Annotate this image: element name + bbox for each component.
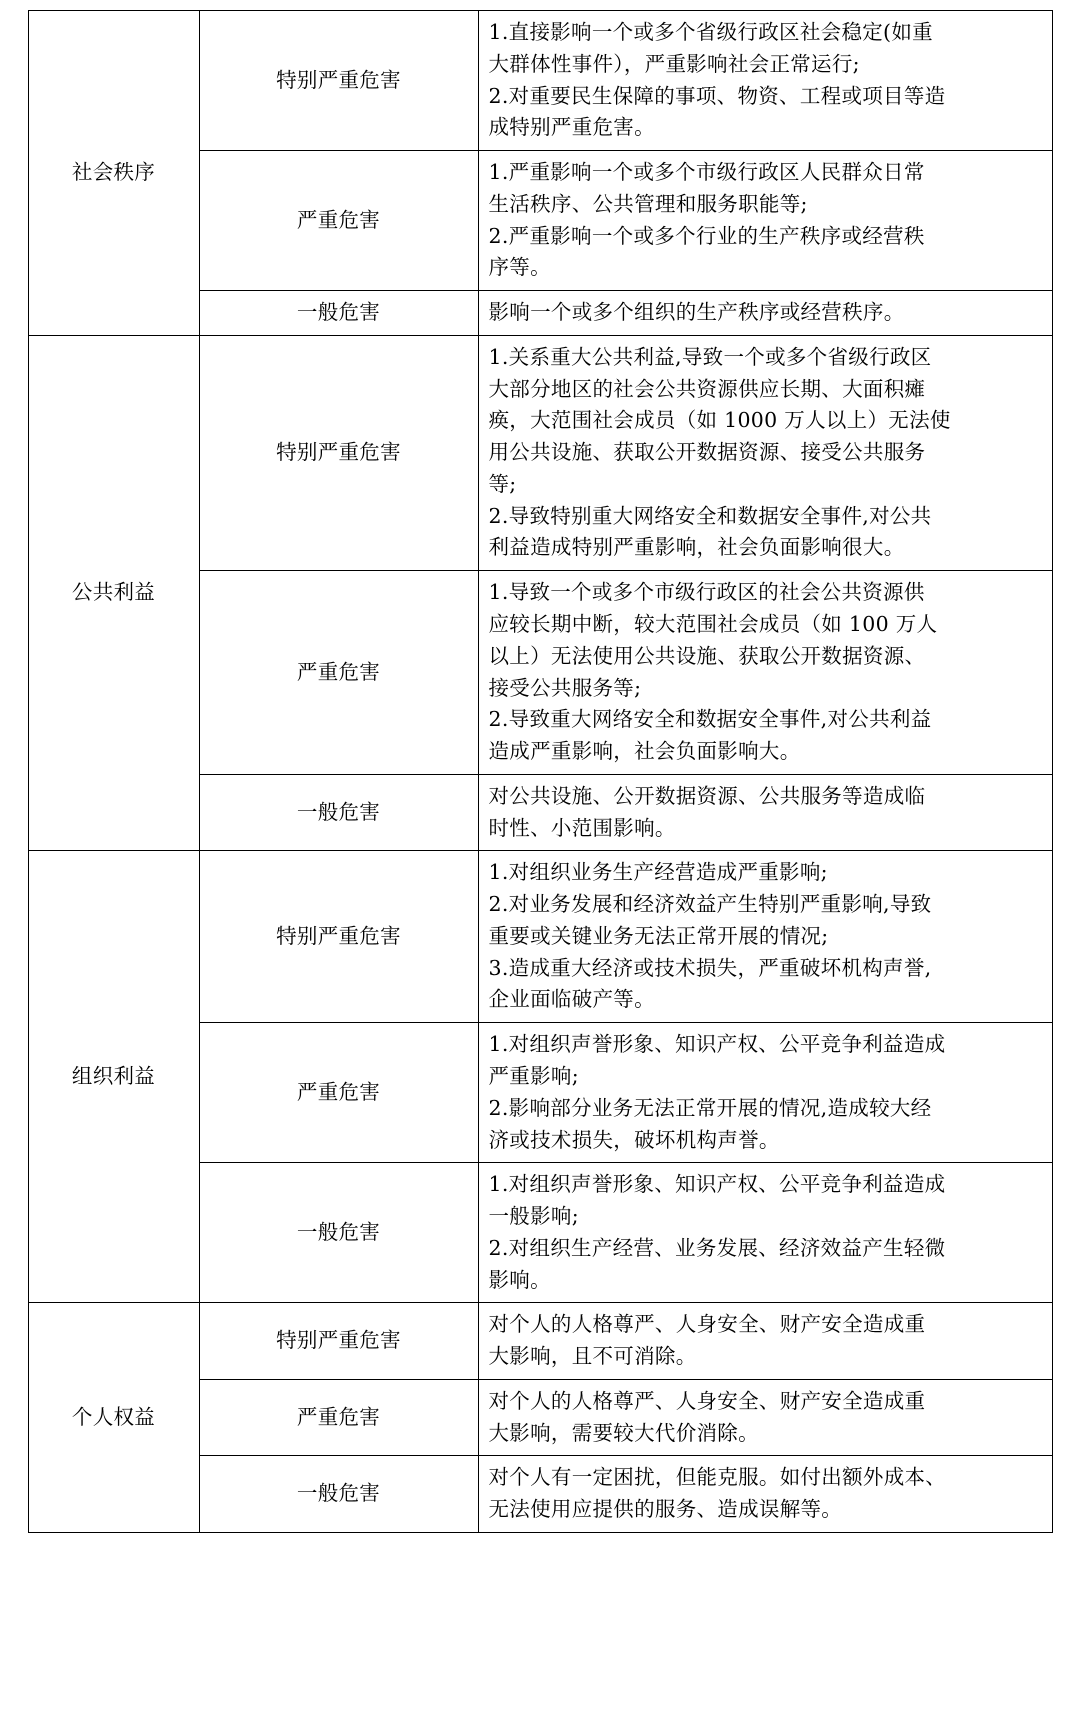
description-line: 大影响，需要较大代价消除。	[488, 1420, 759, 1445]
table-body	[28, 11, 1052, 1533]
harm-level-cell: 严重危害	[199, 571, 478, 775]
description-line: 大影响，且不可消除。	[488, 1344, 697, 1369]
description-line: 2.对业务发展和经济效益产生特别严重影响,导致	[488, 892, 932, 917]
description-line: 1.对组织声誉形象、知识产权、公平竞争利益造成	[488, 1032, 946, 1057]
description-line: 1.关系重大公共利益,导致一个或多个省级行政区	[488, 344, 932, 369]
description-line: 大部分地区的社会公共资源供应长期、大面积瘫	[488, 376, 926, 401]
table-row	[28, 1303, 1052, 1380]
harm-description-cell	[478, 151, 1052, 291]
description-line: 2.导致重大网络安全和数据安全事件,对公共利益	[488, 707, 932, 732]
harm-level-cell: 一般危害	[199, 1163, 478, 1303]
harm-object-cell: 社会秩序	[28, 11, 199, 336]
description-line: 对个人的人格尊严、人身安全、财产安全造成重	[488, 1388, 926, 1413]
harm-object-cell: 个人权益	[28, 1303, 199, 1533]
harm-object-cell: 组织利益	[28, 851, 199, 1303]
table-row	[28, 851, 1052, 1023]
harm-description-cell	[478, 335, 1052, 570]
description-line: 大群体性事件），严重影响社会正常运行;	[488, 51, 860, 76]
harm-description-cell	[478, 1303, 1052, 1380]
description-line: 生活秩序、公共管理和服务职能等;	[488, 191, 808, 216]
harm-level-table	[28, 10, 1053, 1533]
description-line: 以上）无法使用公共设施、获取公开数据资源、	[488, 643, 926, 668]
harm-description-cell	[478, 1379, 1052, 1456]
description-line: 造成严重影响，社会负面影响大。	[488, 739, 801, 764]
harm-description-cell	[478, 1163, 1052, 1303]
description-line: 3.造成重大经济或技术损失，严重破坏机构声誉,	[488, 955, 932, 980]
description-line: 严重影响;	[488, 1063, 579, 1088]
harm-level-cell: 一般危害	[199, 291, 478, 336]
harm-description-cell	[478, 1456, 1052, 1533]
harm-level-cell: 严重危害	[199, 1379, 478, 1456]
description-line: 成特别严重危害。	[488, 115, 655, 140]
description-line: 1.导致一个或多个市级行政区的社会公共资源供	[488, 580, 925, 605]
table-row	[28, 11, 1052, 151]
description-line: 2.导致特别重大网络安全和数据安全事件,对公共	[488, 503, 932, 528]
description-line: 对个人的人格尊严、人身安全、财产安全造成重	[488, 1312, 926, 1337]
table-row	[28, 335, 1052, 570]
description-line: 企业面临破产等。	[488, 987, 655, 1012]
description-line: 2.对重要民生保障的事项、物资、工程或项目等造	[488, 83, 946, 108]
description-line: 时性、小范围影响。	[488, 815, 676, 840]
description-line: 等;	[488, 471, 517, 496]
harm-level-cell: 一般危害	[199, 1456, 478, 1533]
description-line: 痪，大范围社会成员（如 1000 万人以上）无法使	[488, 408, 951, 433]
description-line: 重要或关键业务无法正常开展的情况;	[488, 923, 829, 948]
description-line: 1.对组织业务生产经营造成严重影响;	[488, 860, 828, 885]
harm-description-cell	[478, 774, 1052, 851]
description-line: 2.对组织生产经营、业务发展、经济效益产生轻微	[488, 1235, 946, 1260]
harm-description-cell	[478, 291, 1052, 336]
description-line: 济或技术损失，破坏机构声誉。	[488, 1127, 780, 1152]
description-line: 利益造成特别严重影响，社会负面影响很大。	[488, 535, 905, 560]
description-line: 2.严重影响一个或多个行业的生产秩序或经营秩	[488, 223, 925, 248]
description-line: 影响。	[488, 1267, 551, 1292]
description-line: 2.影响部分业务无法正常开展的情况,造成较大经	[488, 1095, 932, 1120]
harm-level-cell: 严重危害	[199, 1023, 478, 1163]
description-line: 对个人有一定困扰，但能克服。如付出额外成本、	[488, 1465, 947, 1490]
description-line: 影响一个或多个组织的生产秩序或经营秩序。	[488, 300, 905, 325]
description-line: 接受公共服务等;	[488, 675, 642, 700]
description-line: 无法使用应提供的服务、造成误解等。	[488, 1497, 843, 1522]
harm-level-cell: 严重危害	[199, 151, 478, 291]
harm-description-cell	[478, 11, 1052, 151]
description-line: 1.对组织声誉形象、知识产权、公平竞争利益造成	[488, 1172, 946, 1197]
harm-level-cell: 一般危害	[199, 774, 478, 851]
harm-level-cell: 特别严重危害	[199, 1303, 478, 1380]
harm-object-cell: 公共利益	[28, 335, 199, 850]
harm-description-cell	[478, 1023, 1052, 1163]
description-line: 1.严重影响一个或多个市级行政区人民群众日常	[488, 160, 925, 185]
harm-description-cell	[478, 851, 1052, 1023]
harm-description-cell	[478, 571, 1052, 775]
description-line: 序等。	[488, 255, 551, 280]
harm-level-cell: 特别严重危害	[199, 851, 478, 1023]
description-line: 对公共设施、公开数据资源、公共服务等造成临	[488, 783, 926, 808]
description-line: 一般影响;	[488, 1204, 579, 1229]
description-line: 用公共设施、获取公开数据资源、接受公共服务	[488, 440, 926, 465]
harm-level-cell: 特别严重危害	[199, 11, 478, 151]
description-line: 1.直接影响一个或多个省级行政区社会稳定(如重	[488, 20, 933, 44]
harm-level-cell: 特别严重危害	[199, 335, 478, 570]
description-line: 应较长期中断，较大范围社会成员（如 100 万人	[488, 612, 938, 637]
